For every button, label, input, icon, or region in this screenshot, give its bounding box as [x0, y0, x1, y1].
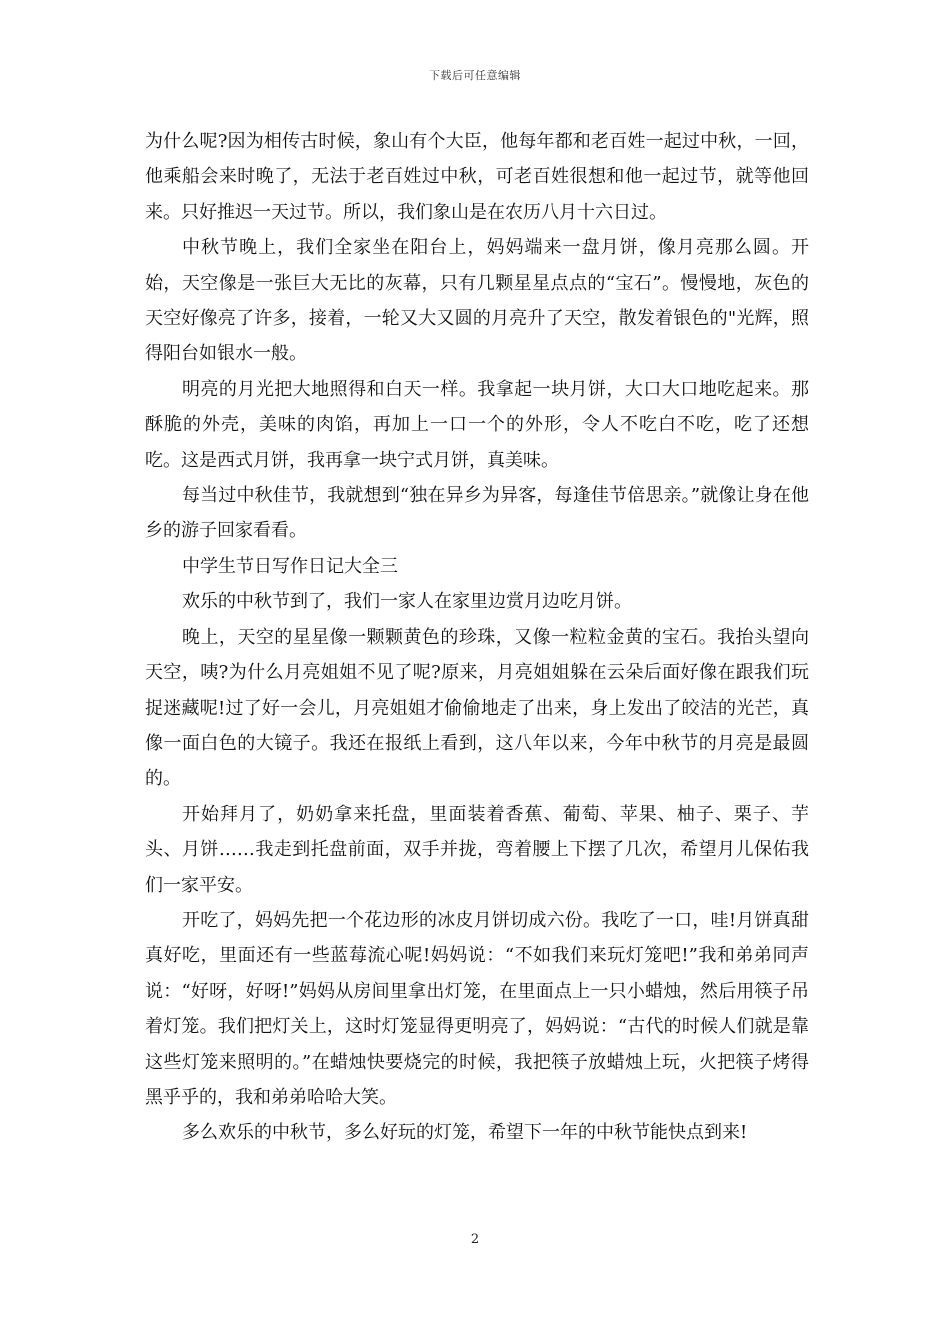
paragraph-8: 开始拜月了，奶奶拿来托盘，里面装着香蕉、葡萄、苹果、柚子、栗子、芋头、月饼……我走到托盘前面，双手并拢，弯着腰上下摆了几次，希望月儿保佑我们一家平安。 [145, 803, 809, 896]
paragraph-10: 多么欢乐的中秋节，多么好玩的灯笼，希望下一年的中秋节能快点到来! [182, 1122, 748, 1144]
paragraph-7: 晚上，天空的星星像一颗颗黄色的珍珠，又像一粒粒金黄的宝石。我抬头望向天空，咦?为什么月亮姐姐不见了呢?原来，月亮姐姐躲在云朵后面好像在跟我们玩捉迷藏呢!过了好一会儿，月亮姐姐才偷偷地走了出来，身上发出了皎洁的光芒，真像一面白色的大镜子。我还在报纸上看到，这八年以来，今年中秋节的月亮是最圆的。 [145, 626, 809, 790]
paragraph-2: 中秋节晚上，我们全家坐在阳台上，妈妈端来一盘月饼，像月亮那么圆。开始，天空像是一张巨大无比的灰幕，只有几颗星星点点的“宝石”。慢慢地，灰色的天空好像亮了许多，接着，一轮又大又圆的月亮升了天空，散发着银色的"光辉，照得阳台如银水一般。 [145, 237, 809, 365]
paragraph-3: 明亮的月光把大地照得和白天一样。我拿起一块月饼，大口大口地吃起来。那酥脆的外壳，美味的肉馅，再加上一口一个的外形，令人不吃白不吃，吃了还想吃。这是西式月饼，我再拿一块宁式月饼，真美味。 [145, 378, 809, 471]
page-header: 下载后可任意编辑 [429, 69, 521, 82]
paragraph-9: 开吃了，妈妈先把一个花边形的冰皮月饼切成六份。我吃了一口，哇!月饼真甜真好吃，里面还有一些蓝莓流心呢!妈妈说：“不如我们来玩灯笼吧!”我和弟弟同声说：“好呀，好呀!”妈妈从房间里拿出灯笼，在里面点上一只小蜡烛，然后用筷子吊着灯笼。我们把灯关上，这时灯笼显得更明亮了，妈妈说：“古代的时候人们就是靠这些灯笼来照明的。”在蜡烛快要烧完的时候，我把筷子放蜡烛上玩，火把筷子烤得黑乎乎的，我和弟弟哈哈大笑。 [145, 909, 809, 1108]
document-body [145, 124, 809, 1151]
paragraph-4: 每当过中秋佳节，我就想到“独在异乡为异客，每逢佳节倍思亲。”就像让身在他乡的游子回家看看。 [145, 485, 809, 542]
page-number: 2 [470, 1232, 480, 1247]
paragraph-6: 欢乐的中秋节到了，我们一家人在家里边赏月边吃月饼。 [182, 591, 632, 613]
section-heading: 中学生节日写作日记大全三 [182, 555, 398, 577]
paragraph-1: 为什么呢?因为相传古时候，象山有个大臣，他每年都和老百姓一起过中秋，一回，他乘船会来时晚了，无法于老百姓过中秋，可老百姓很想和他一起过节，就等他回来。只好推迟一天过节。所以，我们象山是在农历八月十六日过。 [145, 131, 809, 223]
